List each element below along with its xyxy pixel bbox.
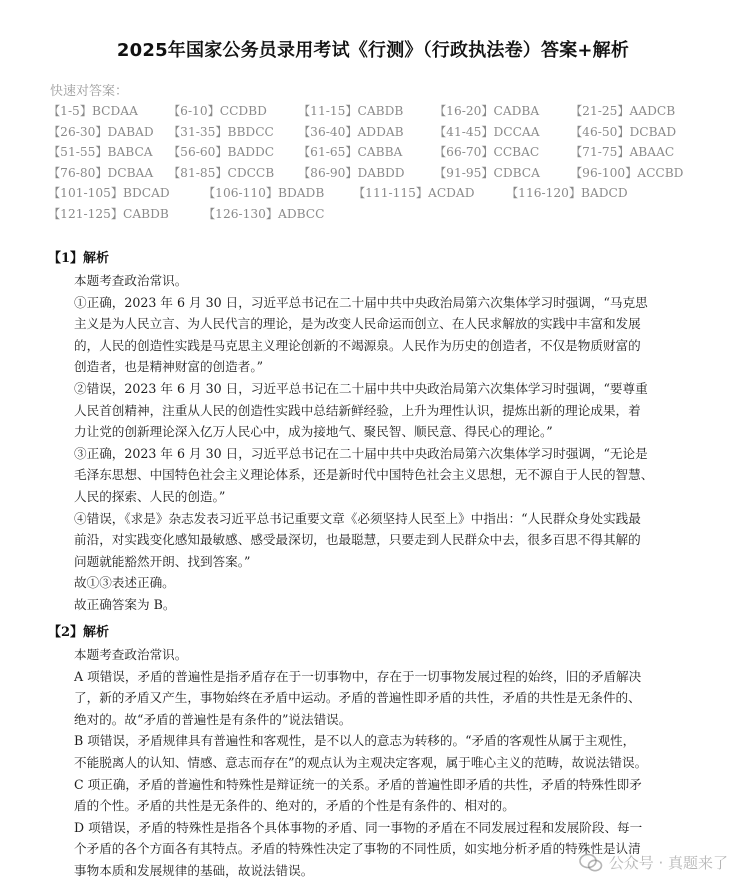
answer-cell: 【106-110】BDADB (203, 186, 325, 201)
answer-cell: 【41-45】DCCAA (434, 124, 540, 139)
answer-cell: 【16-20】CADBA (434, 104, 540, 118)
answer-cell: 【21-25】AADCB (570, 104, 676, 118)
text-line: 的，人民的创造性实践是马克思主义理论创新的不竭源泉。人民作为历史的创造者，不仅是物质财富的 (74, 337, 641, 353)
quick-answers-label: 快速对答案： (50, 84, 129, 99)
text-line: 盾的个性。矛盾的共性是无条件的、绝对的，矛盾的个性是有条件的、相对的。 (74, 798, 515, 814)
section-heading: 【1】解析 (48, 251, 110, 266)
text-line: 力让党的创新理论深入亿万人民心中，成为接地气、聚民智、顺民意、得民心的理论。” (74, 424, 553, 440)
wechat-icon (579, 853, 603, 873)
answer-cell: 【111-115】ACDAD (353, 186, 475, 201)
text-line: 本题考查政治常识。 (74, 273, 188, 288)
watermark (579, 852, 728, 873)
answer-cell: 【86-90】DABDD (298, 165, 405, 180)
text-line: 问题就能豁然开朗、找到答案。” (74, 553, 251, 569)
text-line: 不能脱离人的认知、情感、意志而存在”的观点认为主观决定客观，属于唯心主义的范畴，故说法错误。 (74, 754, 648, 770)
answer-row (48, 164, 728, 185)
answer-cell: 【116-120】BADCD (506, 186, 628, 201)
answer-row (48, 123, 728, 144)
text-line: 个矛盾的各个方面各有其特点。矛盾的特殊性决定了事物的不同性质，如实地分析矛盾的特殊性是认清 (74, 841, 641, 857)
answer-cell: 【121-125】CABDB (48, 206, 169, 221)
analysis-section-2 (48, 622, 718, 882)
answer-cell: 【1-5】BCDAA (48, 104, 138, 118)
text-line: 人民的探索、人民的创造。” (74, 488, 226, 504)
text-line: A 项错误，矛盾的普遍性是指矛盾存在于一切事物中，存在于一切事物发展过程的始终，旧的矛盾解决 (74, 668, 642, 684)
answer-cell: 【6-10】CCDBD (168, 104, 267, 118)
text-line: B 项错误，矛盾规律具有普遍性和客观性，是不以人的意志为转移的。“矛盾的客观性从属于主观性， (74, 733, 636, 749)
answer-row (48, 143, 728, 164)
answer-cell: 【51-55】BABCA (48, 145, 153, 160)
answer-cell: 【31-35】BBDCC (168, 124, 274, 139)
text-line: 毛泽东思想、中国特色社会主义理论体系，还是新时代中国特色社会主义思想，无不源自于人民的智慧、 (74, 467, 654, 483)
section-heading: 【2】解析 (48, 625, 110, 640)
answer-cell: 【61-65】CABBA (298, 145, 403, 160)
answer-cell: 【91-95】CDBCA (434, 165, 540, 180)
text-line: ③正确，2023 年 6 月 30 日，习近平总书记在二十届中共中央政治局第六次集体学习时强调，“无论是 (74, 445, 648, 461)
text-line: C 项正确，矛盾的普遍性和特殊性是辩证统一的关系。矛盾的普遍性即矛盾的共性，矛盾的特殊性即矛 (74, 776, 642, 792)
section-body (74, 270, 718, 616)
analysis-section-1 (48, 248, 718, 616)
answer-cell: 【11-15】CABDB (298, 104, 404, 118)
text-line: ②错误，2023 年 6 月 30 日，习近平总书记在二十届中共中央政治局第六次集体学习时强调，“要尊重 (74, 380, 648, 396)
answer-cell: 【81-85】CDCCB (168, 165, 275, 180)
text-line: 故①③表述正确。 (74, 575, 175, 591)
text-line: D 项错误，矛盾的特殊性是指各个具体事物的矛盾、同一事物的矛盾在不同发展过程和发展阶段、每一 (74, 819, 643, 835)
answer-cell: 【36-40】ADDAB (298, 124, 404, 139)
text-line: 事物本质和发展规律的基础，故说法错误。 (74, 862, 314, 878)
text-line: 创造者，也是精神财富的创造者。” (74, 359, 264, 375)
answer-cell: 【101-105】BDCAD (48, 186, 170, 201)
text-line: 人民首创精神，注重从人民的创造性实践中总结新鲜经验，上升为理性认识，提炼出新的理论成果，着 (74, 402, 641, 418)
answer-cell: 【46-50】DCBAD (570, 124, 677, 139)
answer-cell: 【66-70】CCBAC (434, 145, 540, 160)
text-line: 了，新的矛盾又产生，事物始终在矛盾中运动。矛盾的普遍性即矛盾的共性，矛盾的共性是无条件的、 (74, 690, 641, 706)
text-line: ④错误，《求是》杂志发表习近平总书记重要文章《必须坚持人民至上》中指出：“人民群众身处实践最 (74, 510, 641, 526)
answer-row (48, 205, 728, 226)
section-body (74, 644, 718, 882)
text-line: 前沿，对实践变化感知最敏感、感受最深切，也最聪慧，只要走到人民群众中去，很多百思不得其解的 (74, 532, 641, 548)
answer-cell: 【126-130】ADBCC (203, 206, 325, 221)
text-line: 主义是为人民立言、为人民代言的理论，是为改变人民命运而创立、在人民求解放的实践中丰富和发展 (74, 316, 641, 332)
text-line: 本题考查政治常识。 (74, 647, 188, 662)
answer-cell: 【71-75】ABAAC (570, 145, 675, 160)
answer-cell: 【56-60】BADDC (168, 145, 275, 160)
answer-key-block (48, 102, 728, 226)
answer-cell: 【26-30】DABAD (48, 124, 154, 139)
watermark-text: 公众号 · 真题来了 (608, 854, 728, 872)
answer-row (48, 102, 728, 123)
answer-row (48, 184, 728, 205)
document-title: 2025年国家公务员录用考试《行测》（行政执法卷）答案+解析 (116, 40, 630, 61)
answer-cell: 【76-80】DCBAA (48, 165, 154, 180)
text-line: ①正确，2023 年 6 月 30 日，习近平总书记在二十届中共中央政治局第六次集体学习时强调，“马克思 (74, 294, 648, 310)
text-line: 绝对的。故“矛盾的普遍性是有条件的”说法错误。 (74, 711, 352, 727)
text-line: 故正确答案为 B。 (74, 596, 176, 612)
answer-cell: 【96-100】ACCBD (570, 165, 684, 180)
